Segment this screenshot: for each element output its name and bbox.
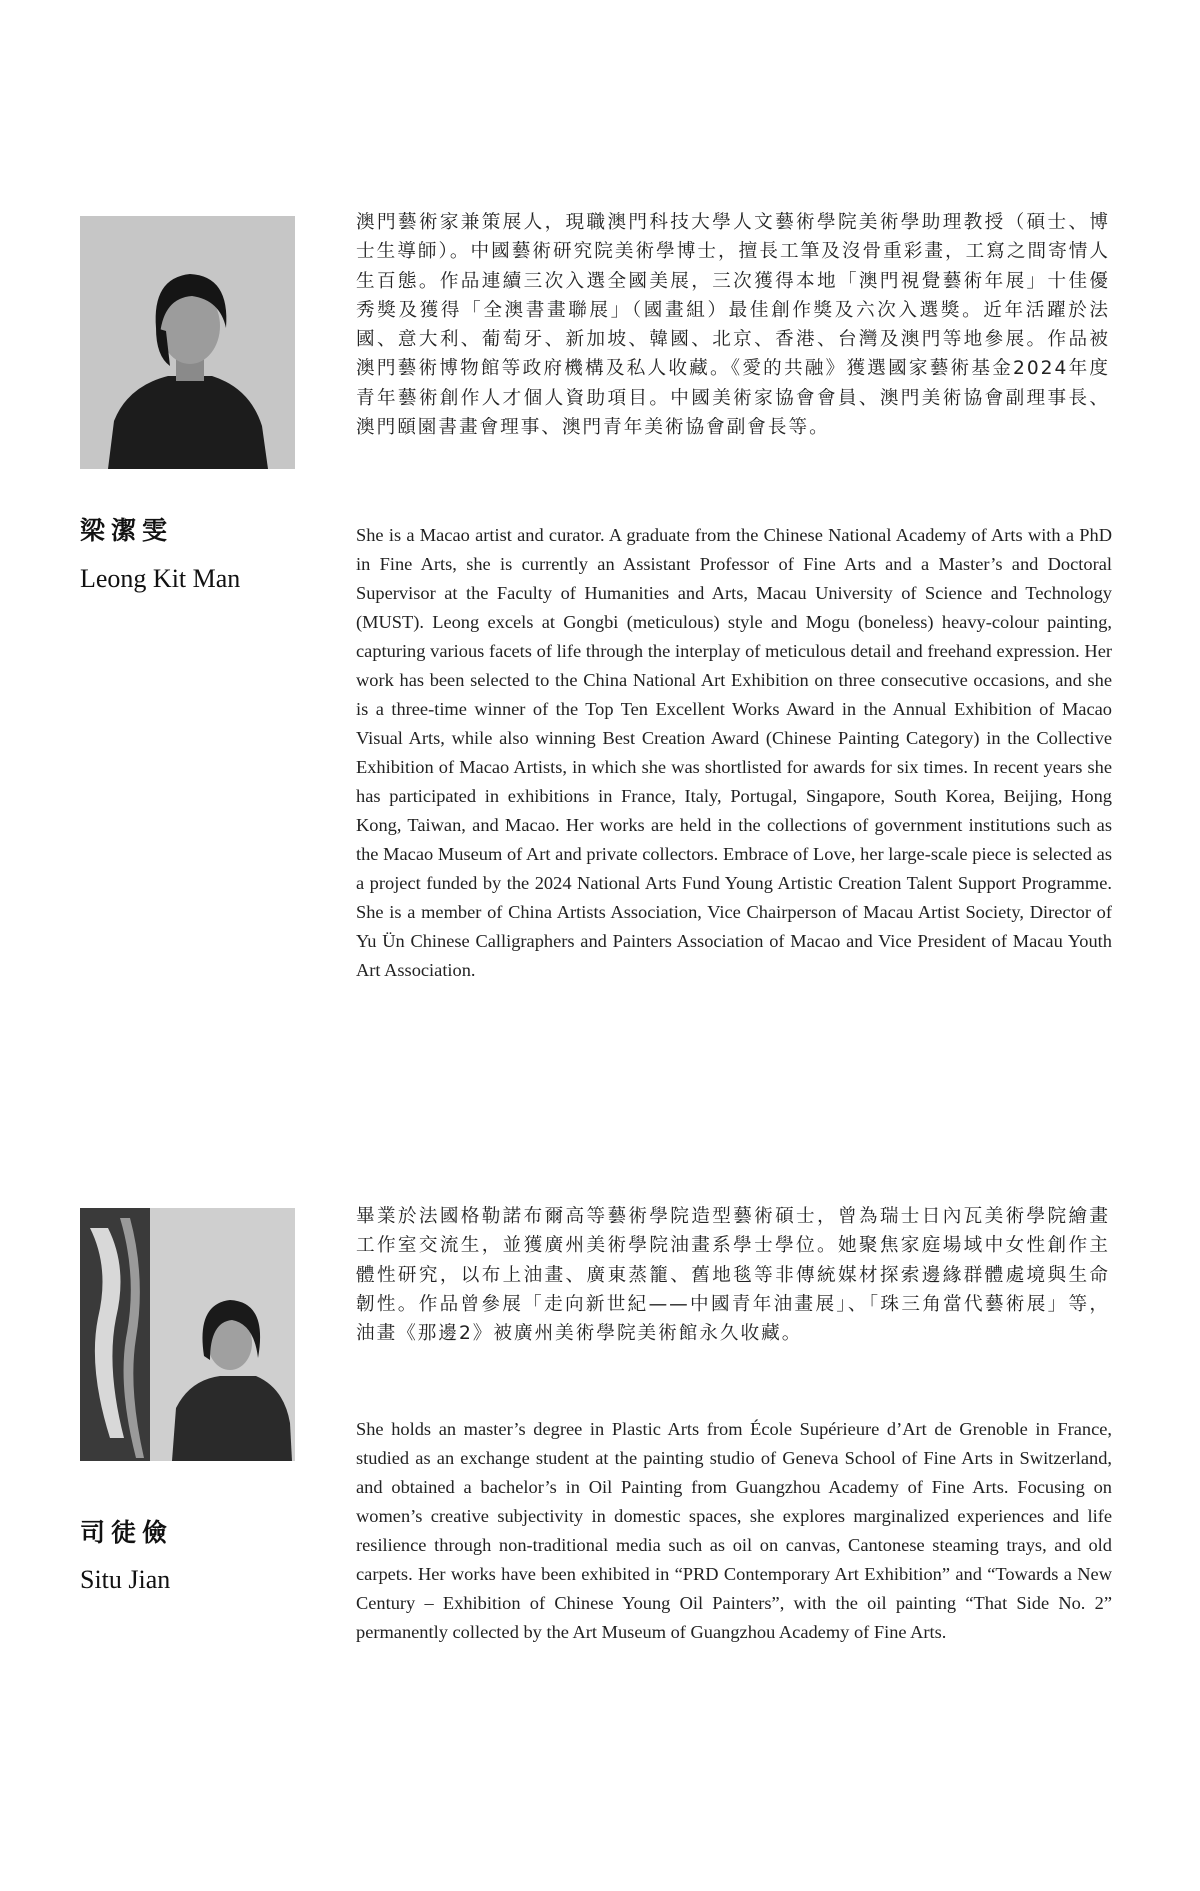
portrait-photo-situ-jian (80, 1208, 295, 1461)
artist-bio-zh: 澳門藝術家兼策展人，現職澳門科技大學人文藝術學院美術學助理教授（碩士、博士生導師）。中國藝術研究院美術學博士，擅長工筆及沒骨重彩畫，工寫之間寄情人生百態。作品連續三次入選全國美展，三次獲得本地「澳門視覺藝術年展」十佳優秀獎及獲得「全澳書畫聯展」（國畫組）最佳創作獎及六次入選獎。近年活躍於法國、意大利、葡萄牙、新加坡、韓國、北京、香港、台灣及澳門等地參展。作品被澳門藝術博物館等政府機構及私人收藏。《愛的共融》獲選國家藝術基金2024年度青年藝術創作人才個人資助項目。中國美術家協會會員、澳門美術協會副理事長、澳門頤園書畫會理事、澳門青年美術協會副會長等。 (356, 212, 1110, 439)
artist-name-zh: 梁潔雯 (80, 516, 174, 545)
artist-bio-en: She is a Macao artist and curator. A graduate from the Chinese National Academy of Arts with a PhD in Fine Arts, she is currently an Assistant Professor of Fine Arts and a Master’s and Doctoral Supervisor at the Faculty of Humanities and Arts, Macau University of Science and Technology (MUST). Leong excels at Gongbi (meticulous) style and Mogu (boneless) heavy-colour painting, capturing various facets of life through the interplay of meticulous detail and freehand expression. Her work has been selected to the China National Art Exhibition on three consecutive occasions, and she is a three-time winner of the Top Ten Excellent Works Award in the Annual Exhibition of Macao Visual Arts, while also winning Best Creation Award (Chinese Painting Category) in the Collective Exhibition of Macao Artists, in which she was shortlisted for awards for six times. In recent years she has participated in exhibitions in France, Italy, Portugal, Singapore, South Korea, Beijing, Hong Kong, Taiwan, and Macao. Her works are held in the collections of government institutions such as the Macao Museum of Art and private collectors. Embrace of Love, her large-scale piece is selected as a project funded by the 2024 National Arts Fund Young Artistic Creation Talent Support Programme. She is a member of China Artists Association, Vice Chairperson of Macau Artist Society, Director of Yu Ün Chinese Calligraphers and Painters Association of Macao and Vice President of Macau Youth Art Association. (356, 525, 1112, 980)
artist-bio-zh: 畢業於法國格勒諾布爾高等藝術學院造型藝術碩士，曾為瑞士日內瓦美術學院繪畫工作室交流生，並獲廣州美術學院油畫系學士學位。她聚焦家庭場域中女性創作主體性研究，以布上油畫、廣東蒸籠、舊地毯等非傳統媒材探索邊緣群體處境與生命韌性。作品曾參展「走向新世紀——中國青年油畫展」、「珠三角當代藝術展」等，油畫《那邊2》被廣州美術學院美術館永久收藏。 (356, 1206, 1110, 1345)
artist-bio-en: She holds an master’s degree in Plastic Arts from École Supérieure d’Art de Grenoble in France, studied as an exchange student at the painting studio of Geneva School of Fine Arts in Switzerland, and obtained a bachelor’s in Oil Painting from Guangzhou Academy of Fine Arts. Focusing on women’s creative subjectivity in domestic spaces, she explores marginalized experiences and life resilience through non-traditional media such as oil on canvas, Cantonese steaming trays, and old carpets. Her works have been exhibited in “PRD Contemporary Art Exhibition” and “Towards a New Century – Exhibition of Chinese Young Oil Painters”, with the oil painting “That Side No. 2” permanently collected by the Art Museum of Guangzhou Academy of Fine Arts. (356, 1419, 1112, 1642)
portrait-photo-leong-kit-man (80, 216, 295, 469)
artist-name-zh: 司徒儉 (80, 1518, 174, 1547)
artist-name-en: Situ Jian (80, 1565, 171, 1594)
artist-name-en: Leong Kit Man (80, 564, 241, 593)
